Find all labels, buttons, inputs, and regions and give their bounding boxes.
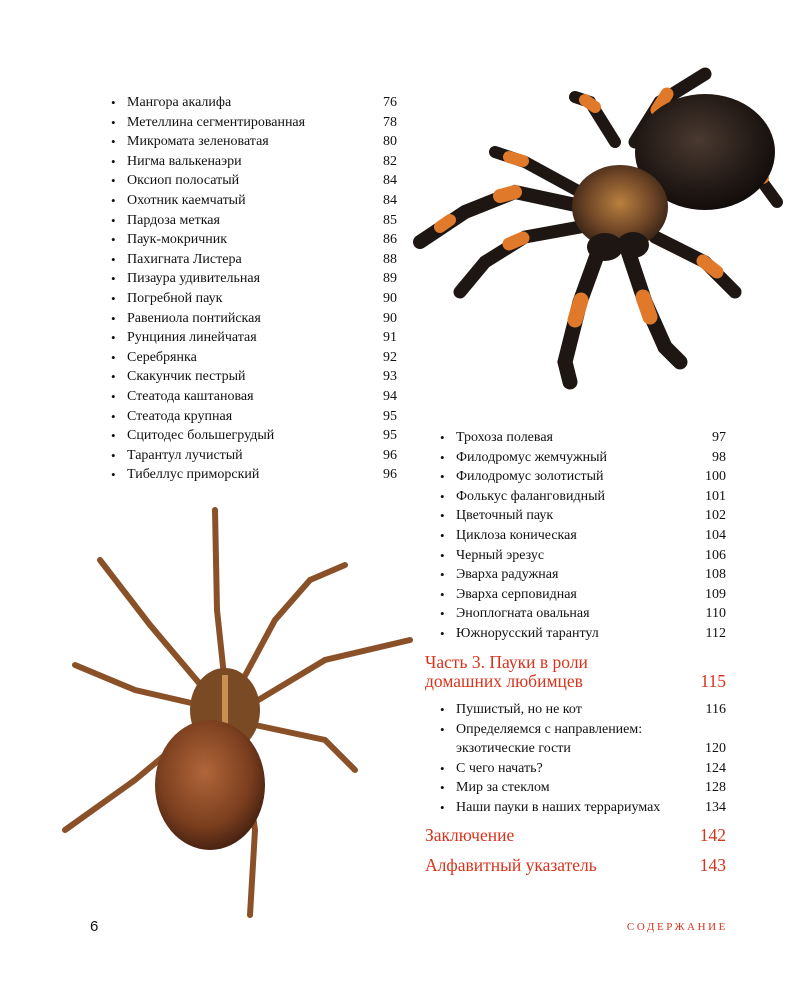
toc-entry[interactable] [440,526,726,546]
toc-entry-label: С чего начать? [456,760,543,776]
toc-entry-label: экзотические гости [456,741,571,757]
toc-entry-label: Сцитодес большегрудый [127,428,275,444]
bullet: • [440,449,445,465]
bullet: • [440,469,445,485]
toc-entry-label: Цветочный паук [456,508,554,524]
toc-entry[interactable] [111,132,397,152]
toc-entry[interactable] [440,546,726,566]
toc-list-part-3 [440,700,726,818]
toc-entry-page: 95 [383,428,397,444]
toc-entry-label: Рунциния линейчатая [127,330,257,346]
toc-entry-label: Эварха серповидная [456,586,577,602]
toc-entry-page: 85 [383,212,397,228]
toc-entry[interactable] [111,348,397,368]
toc-entry-label: Погребной паук [127,290,223,306]
toc-entry-page: 90 [383,290,397,306]
toc-entry-page: 116 [705,702,726,717]
tarantula-photo [405,62,800,392]
toc-entry-page: 80 [383,134,397,150]
toc-entry-page: 94 [383,388,397,404]
toc-entry-page: 96 [383,467,397,483]
bullet: • [111,349,116,365]
toc-entry-label: Пахигната Листера [127,251,242,267]
toc-entry-label: Мир за стеклом [456,780,550,796]
toc-entry[interactable] [111,211,397,231]
toc-entry-label: Тибеллус приморский [127,467,260,483]
toc-entry-label: Паук-мокричник [127,232,228,248]
toc-entry-label: Тарантул лучистый [127,447,243,463]
toc-list-column-2 [440,428,726,644]
toc-entry-continuation[interactable] [440,739,726,759]
toc-entry-label: Метеллина сегментированная [127,114,306,130]
toc-entry[interactable] [440,467,726,487]
toc-entry[interactable] [111,152,397,172]
toc-entry-page: 101 [705,488,726,504]
toc-entry-page: 108 [705,567,726,583]
toc-entry-page: 91 [383,330,397,346]
toc-entry-label: Эварха радужная [456,567,559,583]
toc-entry-label: Трохоза полевая [456,430,553,445]
toc-entry-page: 78 [383,114,397,130]
toc-entry-label: Оксиоп полосатый [127,173,240,189]
bullet: • [111,192,116,208]
toc-entry[interactable] [111,387,397,407]
bullet: • [440,702,445,717]
toc-entry[interactable] [440,624,726,644]
toc-entry-label: Наши пауки в наших террариумах [456,799,661,815]
bullet: • [111,134,116,150]
toc-entry-page: 120 [705,741,726,757]
alphabetical-index-label: Алфавитный указатель [425,855,597,875]
wolf-spider-photo [55,500,415,920]
toc-entry[interactable] [440,798,726,818]
toc-entry-page: 89 [383,271,397,287]
toc-entry-page: 90 [383,310,397,326]
bullet: • [440,721,445,737]
toc-entry-label: Определяемся с направлением: [456,721,643,737]
toc-entry-label: Микромата зеленоватая [127,134,269,150]
toc-entry[interactable] [440,700,726,720]
toc-entry[interactable] [111,93,397,113]
bullet: • [440,799,445,815]
toc-entry-page: 96 [383,447,397,463]
toc-entry-page: 86 [383,232,397,248]
toc-entry-label: Эноплогната овальная [456,606,590,622]
toc-entry-page: 128 [705,780,726,796]
toc-entry-label: Южнорусский тарантул [456,625,599,641]
toc-entry[interactable] [111,465,397,485]
toc-entry[interactable] [440,506,726,526]
toc-entry[interactable] [111,426,397,446]
toc-entry-page: 84 [383,192,397,208]
bullet: • [440,760,445,776]
toc-entry[interactable] [111,269,397,289]
bullet: • [440,488,445,504]
bullet: • [440,780,445,796]
toc-entry-page: 88 [383,251,397,267]
bullet: • [111,310,116,326]
toc-entry-page: 82 [383,153,397,169]
toc-entry[interactable] [111,407,397,427]
toc-entry-label: Филодромус жемчужный [456,449,608,465]
bullet: • [111,271,116,287]
toc-entry[interactable] [111,230,397,250]
bullet: • [111,388,116,404]
part-3-page: 115 [700,671,726,691]
bullet: • [111,290,116,306]
part-3-heading[interactable] [425,653,726,693]
page-number: 6 [90,918,99,935]
toc-entry[interactable] [111,309,397,329]
bullet: • [440,430,445,445]
bullet: • [111,447,116,463]
toc-entry[interactable] [440,448,726,468]
bullet: • [111,173,116,189]
bullet: • [440,547,445,563]
bullet: • [440,586,445,602]
toc-entry-page: 124 [705,760,726,776]
toc-entry-label: Циклоза коническая [456,527,577,543]
toc-entry-label: Серебрянка [127,349,197,365]
toc-entry-label: Стеатода крупная [127,408,233,424]
toc-entry-page: 100 [705,469,726,485]
part-3-title-line-1: Часть 3. Пауки в роли [425,652,588,672]
toc-entry[interactable] [111,446,397,466]
toc-entry[interactable] [111,250,397,270]
toc-entry[interactable] [440,585,726,605]
toc-entry-label: Пушистый, но не кот [456,702,582,717]
toc-entry[interactable] [111,367,397,387]
toc-entry-label: Равениола понтийская [127,310,261,326]
toc-entry[interactable] [440,604,726,624]
bullet: • [111,408,116,424]
toc-entry-label: Скакунчик пестрый [127,369,246,385]
toc-entry-label: Мангора акалифа [127,95,232,110]
bullet: • [111,114,116,130]
toc-entry-page: 112 [705,625,726,641]
alphabetical-index-entry[interactable] [425,856,726,876]
toc-entry-page: 106 [705,547,726,563]
toc-entry-page: 134 [705,799,726,815]
toc-entry[interactable] [111,328,397,348]
bullet: • [111,251,116,267]
toc-entry-label: Стеатода каштановая [127,388,254,404]
toc-entry[interactable] [440,720,726,740]
bullet: • [111,330,116,346]
bullet: • [440,508,445,524]
toc-entry-label: Охотник каемчатый [127,192,246,208]
toc-entry-page: 84 [383,173,397,189]
bullet: • [111,232,116,248]
toc-entry-label: Филодромус золотистый [456,469,604,485]
toc-entry-page: 109 [705,586,726,602]
toc-entry[interactable] [440,778,726,798]
bullet: • [111,369,116,385]
toc-entry[interactable] [440,487,726,507]
toc-entry-label: Нигма валькенаэри [127,153,242,169]
toc-entry-page: 92 [383,349,397,365]
alphabetical-index-page: 143 [699,855,726,875]
toc-entry-page: 95 [383,408,397,424]
toc-entry-page: 97 [712,430,726,445]
toc-entry[interactable] [440,565,726,585]
toc-entry-page: 76 [383,95,397,110]
toc-entry[interactable] [111,113,397,133]
running-head: СОДЕРЖАНИЕ [626,921,728,933]
conclusion-page: 142 [699,825,726,845]
bullet: • [111,153,116,169]
toc-entry-page: 98 [712,449,726,465]
toc-entry[interactable] [111,171,397,191]
bullet: • [440,527,445,543]
bullet: • [111,95,116,110]
toc-entry-page: 93 [383,369,397,385]
conclusion-label: Заключение [425,825,515,845]
bullet: • [111,212,116,228]
toc-entry-label: Фолькус фалангoвидный [456,488,606,504]
toc-entry-page: 110 [705,606,726,622]
bullet: • [111,428,116,444]
toc-entry-label: Пардоза меткая [127,212,220,228]
part-3-title-line-2: домашних любимцев [425,671,583,691]
toc-entry[interactable] [111,289,397,309]
bullet: • [440,606,445,622]
toc-entry[interactable] [440,428,726,448]
conclusion-entry[interactable] [425,826,726,846]
bullet: • [440,625,445,641]
toc-entry-page: 104 [705,527,726,543]
toc-entry-label: Черный эрезус [456,547,545,563]
bullet: • [111,467,116,483]
toc-list-column-1 [111,93,397,485]
toc-entry[interactable] [440,759,726,779]
bullet: • [440,567,445,583]
toc-entry-label: Пизаура удивительная [127,271,261,287]
toc-entry-page: 102 [705,508,726,524]
toc-entry[interactable] [111,191,397,211]
